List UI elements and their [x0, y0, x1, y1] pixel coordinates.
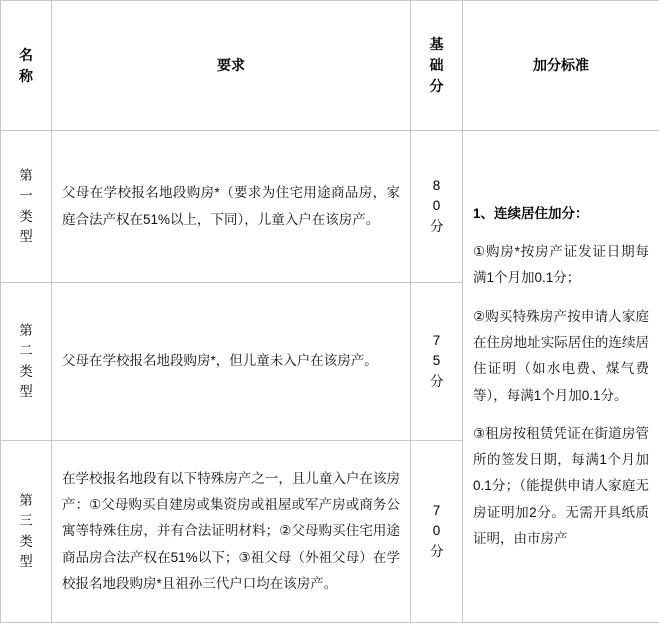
header-cell-name	[1, 1, 52, 131]
row-requirement: 父母在学校报名地段购房*（要求为住宅用途商品房，家庭合法产权在51%以上，下同），儿童入户在该房产。	[52, 131, 411, 283]
bonus-item: ①购房*按房产证发证日期每满1个月加0.1分；	[473, 239, 649, 292]
row-requirement: 父母在学校报名地段购房*，但儿童未入户在该房产。	[52, 283, 411, 441]
bonus-item: ③租房按租赁凭证在街道房管所的签发日期，每满1个月加0.1分；（能提供申请人家庭无房证明加2分。无需开具纸质证明，由市房产	[473, 421, 649, 553]
row-type-name	[1, 283, 52, 441]
bonus-item: ②购买特殊房产按申请人家庭在住房地址实际居住的连续居住证明（如水电费、煤气费等），每满1个月加0.1分。	[473, 304, 649, 409]
row-requirement: 在学校报名地段有以下特殊房产之一，且儿童入户在该房产：①父母购买自建房或集资房或祖屋或军产房或商务公寓等特殊住房，并有合法证明材料；②父母购买住宅用途商品房合法产权在51%以下；③祖父母（外祖父母）在学校报名地段购房*且祖孙三代户口均在该房产。	[52, 441, 411, 623]
table-header-row	[1, 1, 659, 131]
table-row	[1, 131, 659, 283]
row-base-score-text: 80分	[430, 176, 443, 237]
row-type-name-text: 第三类型	[19, 491, 33, 572]
header-label-name: 名称	[19, 45, 33, 87]
header-label-requirement: 要求	[217, 57, 245, 73]
header-cell-base-score	[411, 1, 463, 131]
header-label-bonus-standard: 加分标准	[533, 57, 589, 73]
header-cell-requirement	[52, 1, 411, 131]
row-type-name	[1, 131, 52, 283]
row-base-score-text: 75分	[430, 331, 443, 392]
row-type-name-text: 第一类型	[19, 166, 33, 247]
row-base-score	[411, 283, 463, 441]
bonus-standard-cell	[463, 131, 659, 623]
header-cell-bonus-standard	[463, 1, 659, 131]
row-base-score	[411, 131, 463, 283]
row-type-name-text: 第二类型	[19, 321, 33, 402]
bonus-title: 1、连续居住加分：	[473, 201, 649, 227]
row-base-score-text: 70分	[430, 501, 443, 562]
row-base-score	[411, 441, 463, 623]
row-type-name	[1, 441, 52, 623]
header-label-base-score: 基础分	[430, 34, 444, 97]
